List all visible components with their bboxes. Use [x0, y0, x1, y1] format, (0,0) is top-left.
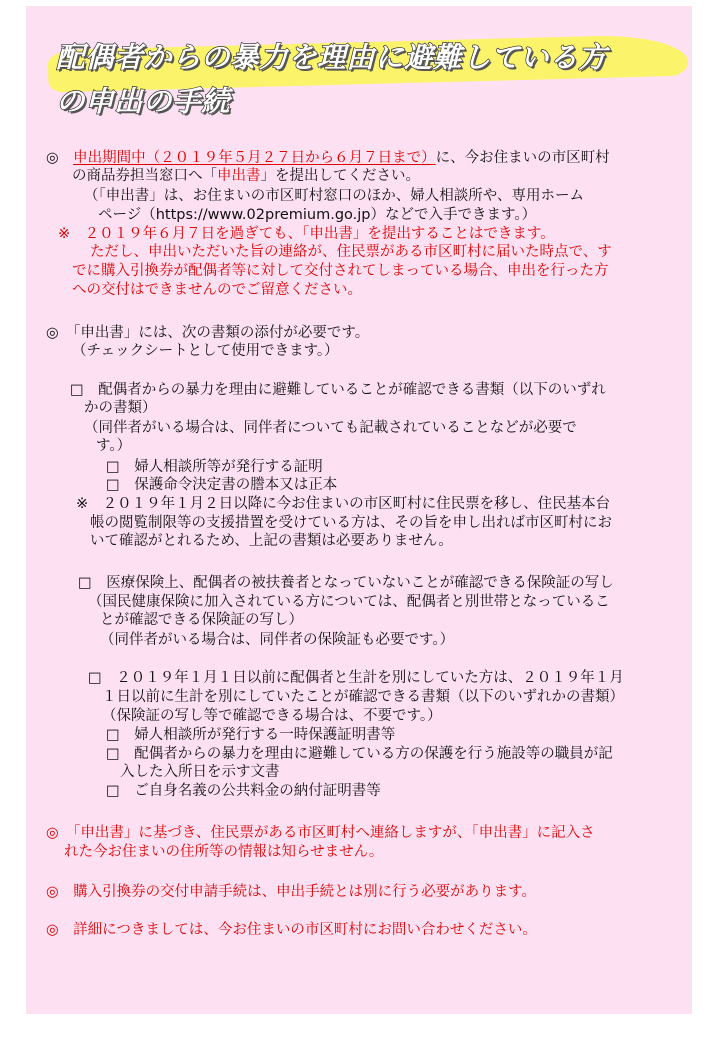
- page-title: [56, 36, 696, 124]
- doc-b-line-2: （国民健康保険に加入されている方については、配偶者と別世帯となっているこ: [88, 594, 610, 610]
- s3-line-2: れた今お住まいの住所等の情報は知らせません。: [64, 844, 384, 860]
- doc-a-note-2: 帳の閲覧制限等の支援措置を受けている方は、その旨を申し出れば市区町村にお: [90, 515, 612, 531]
- doc-a-line-2: かの書類）: [84, 400, 157, 416]
- doc-a-line-4: す。）: [96, 438, 132, 454]
- doc-b-checkbox-line: □ 医療保険上、配偶者の被扶養者となっていないことが確認できる保険証の写し: [78, 575, 614, 591]
- doc-c-line-3: （保険証の写し等で確認できる場合は、不要です。）: [102, 708, 442, 724]
- doc-c-item-1: □ 婦人相談所が発行する一時保護証明書等: [106, 727, 396, 743]
- s2-subheading: （チェックシートとして使用できます。）: [72, 343, 339, 359]
- s1-warning-1: ※ ２０１９年６月７日を過ぎても、「申出書」を提出することはできます。: [58, 226, 555, 242]
- application-period: 申出期間中（２０１９年５月２７日から６月７日まで）: [73, 150, 436, 166]
- doc-c-item-3: □ ご自身名義の公共料金の納付証明書等: [106, 783, 381, 799]
- doc-c-item-2: □ 配偶者からの暴力を理由に避難している方の保護を行う施設等の職員が記: [106, 746, 613, 762]
- doc-a-note-3: いて確認がとれるため、上記の書類は必要ありません。: [90, 533, 453, 549]
- s4-line: ◎ 購入引換券の交付申請手続は、申出手続とは別に行う必要があります。: [46, 884, 536, 900]
- doc-b-line-4: （同伴者がいる場合は、同伴者の保険証も必要です。）: [100, 632, 455, 648]
- doc-c-item-2-cont: 入した入所日を示す文書: [120, 764, 280, 780]
- doc-a-line-3: （同伴者がいる場合は、同伴者についても記載されていることなどが必要で: [84, 420, 577, 436]
- doc-a-item-1: □ 婦人相談所等が発行する証明: [106, 459, 323, 475]
- doc-a-item-2: □ 保護命令決定書の謄本又は正本: [106, 477, 338, 493]
- title-line-2: の申出の手続: [56, 85, 231, 118]
- s2-heading: ◎ 「申出書」には、次の書類の添付が必要です。: [46, 325, 370, 341]
- s1-line-1: ◎ 申出期間中（２０１９年５月２７日から６月７日まで）に、今お住まいの市区町村: [46, 150, 610, 166]
- notice-page: [26, 6, 692, 1014]
- form-name: 申出書: [217, 168, 261, 184]
- doc-a-checkbox-line: □ 配偶者からの暴力を理由に避難していることが確認できる書類（以下のいずれ: [70, 382, 606, 398]
- s3-line-1: ◎ 「申出書」に基づき、住民票がある市区町村へ連絡しますが、「申出書」に記入さ: [46, 825, 595, 841]
- s1-note-2: ページ（https://www.02premium.go.jp）などで入手できます。）: [98, 207, 537, 223]
- s1-note-1: （「申出書」は、お住まいの市区町村窓口のほか、婦人相談所や、専用ホーム: [84, 188, 584, 204]
- doc-c-checkbox-line: □ ２０１９年１月１日以前に配偶者と生計を別にしていた方は、２０１９年１月: [88, 670, 624, 686]
- doc-b-line-3: とが確認できる保険証の写し）: [100, 612, 303, 628]
- s1-warning-2: ただし、申出いただいた旨の連絡が、住民票がある市区町村に届いた時点で、す: [90, 244, 612, 260]
- s1-warning-4: への交付はできませんのでご留意ください。: [72, 282, 362, 298]
- doc-c-line-2: １日以前に生計を別にしていたことが確認できる書類（以下のいずれかの書類）: [102, 689, 624, 705]
- s5-line: ◎ 詳細につきましては、今お住まいの市区町村にお問い合わせください。: [46, 922, 537, 938]
- s1-line-2: の商品券担当窓口へ「申出書」を提出してください。: [72, 168, 420, 184]
- doc-a-note-1: ※ ２０１９年１月２日以降に今お住まいの市区町村に住民票を移し、住民基本台: [76, 496, 611, 512]
- s1-warning-3: でに購入引換券が配偶者等に対して交付されてしまっている場合、申出を行った方: [72, 263, 609, 279]
- title-line-1: 配偶者からの暴力を理由に避難している方: [56, 41, 608, 74]
